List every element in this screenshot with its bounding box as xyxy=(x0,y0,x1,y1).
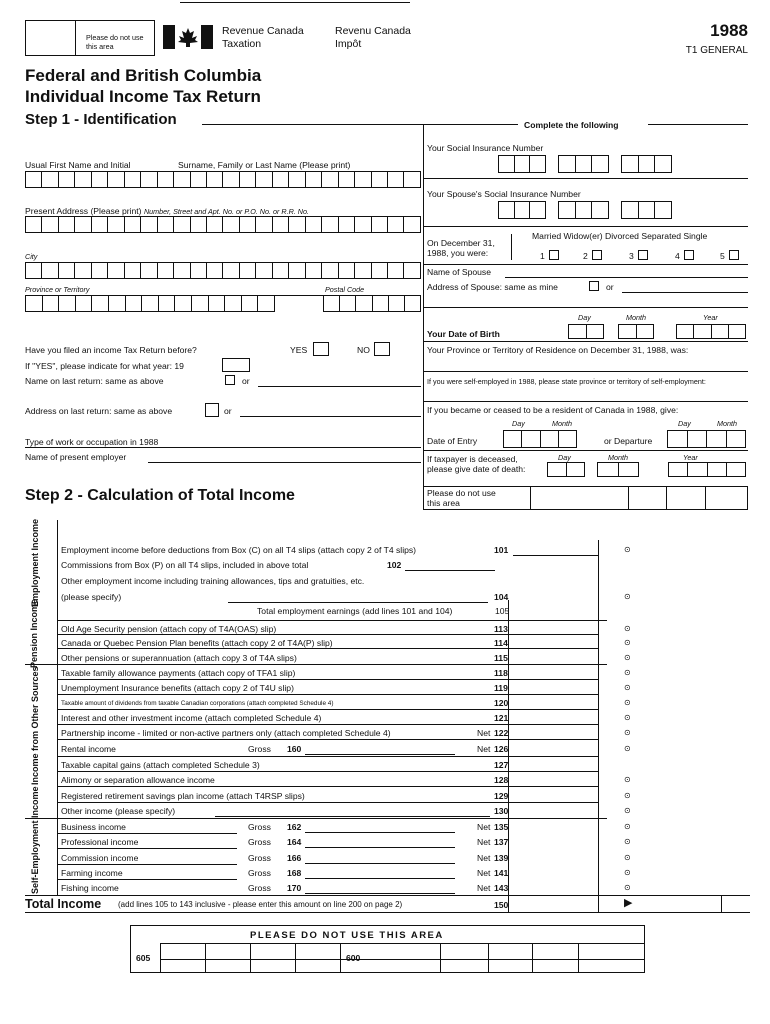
line-119-marker-icon: ⊙ xyxy=(624,683,631,692)
line-126-net: Net xyxy=(477,744,491,754)
employer-label: Name of present employer xyxy=(25,452,127,462)
office-use-div-1 xyxy=(530,486,531,510)
line-119-label: Unemployment Insurance benefits (attach copy 2 of T4U slip) xyxy=(61,683,294,693)
line-139-rule xyxy=(57,864,237,865)
line-101-code: 101 xyxy=(494,545,509,555)
line-135-marker-icon: ⊙ xyxy=(624,822,631,831)
death-month-label: Month xyxy=(608,453,628,462)
name-or: or xyxy=(242,376,250,386)
line-137-gross-code: 164 xyxy=(287,837,302,847)
pension-section-label: Pension Income xyxy=(29,598,39,668)
entry-month-label: Month xyxy=(552,419,572,428)
line-141-gross-code: 168 xyxy=(287,868,302,878)
footer-col-4 xyxy=(295,943,296,973)
marital-num-2: 2 xyxy=(583,251,588,261)
death-year-input[interactable] xyxy=(668,462,746,477)
province-input[interactable] xyxy=(25,295,275,312)
pension-bottom-rule xyxy=(25,664,607,665)
line-120-code: 120 xyxy=(494,698,509,708)
line-143-net: Net xyxy=(477,883,491,893)
employer-input[interactable] xyxy=(148,462,421,463)
line-126-rule xyxy=(57,756,598,757)
dec31-label-2: 1988, you were: xyxy=(427,248,489,258)
line-121-label: Interest and other investment income (attach completed Schedule 4) xyxy=(61,713,322,723)
line-128-label: Alimony or separation allowance income xyxy=(61,775,215,785)
marital-divider xyxy=(511,234,512,260)
line-121-marker-icon: ⊙ xyxy=(624,713,631,722)
dob-day-label: Day xyxy=(578,313,591,322)
filed-no-checkbox[interactable] xyxy=(374,342,390,356)
amount-column-rule xyxy=(598,540,599,912)
residence-label: Your Province or Territory of Residence on December 31, 1988, was: xyxy=(427,345,689,355)
single-checkbox[interactable] xyxy=(729,250,739,260)
spouse-name-input[interactable] xyxy=(505,277,748,278)
label-column-rule xyxy=(57,520,58,895)
resident-change-label: If you became or ceased to be a resident of Canada in 1988, give: xyxy=(427,405,679,415)
footer-col-2 xyxy=(205,943,206,973)
agency-en-1: Revenue Canada xyxy=(222,25,304,37)
total-arrow-icon: ▶ xyxy=(624,897,633,909)
marital-num-4: 4 xyxy=(675,251,680,261)
address-last-return-label: Address on last return: same as above xyxy=(25,406,173,416)
filed-yes-checkbox[interactable] xyxy=(313,342,329,356)
line-114-rule xyxy=(57,648,598,649)
line-102-input[interactable] xyxy=(405,570,495,571)
self-employed-label: If you were self-employed in 1988, please state province or territory of self-employment: xyxy=(427,377,706,386)
line-143-code: 143 xyxy=(494,883,509,893)
line-127-rule xyxy=(57,771,598,772)
or-departure-label: or Departure xyxy=(604,436,653,446)
step1-rule-left xyxy=(202,124,518,125)
complete-following: Complete the following xyxy=(524,120,619,130)
line-141-net: Net xyxy=(477,868,491,878)
line-119-rule xyxy=(57,694,598,695)
postal-code-label: Postal Code xyxy=(325,285,365,294)
first-name-label: Usual First Name and Initial xyxy=(25,160,131,170)
line-135-gross: Gross xyxy=(248,822,271,832)
sin-input-1[interactable] xyxy=(498,155,546,173)
yes-label: YES xyxy=(290,345,308,355)
footer-col-7 xyxy=(488,943,489,973)
line-139-gross-input[interactable] xyxy=(305,863,455,864)
line-139-net: Net xyxy=(477,853,491,863)
footer-col-6 xyxy=(440,943,441,973)
address-or: or xyxy=(224,406,232,416)
residence-input[interactable] xyxy=(423,371,748,372)
total-bottom-rule xyxy=(25,912,750,913)
line-135-code: 135 xyxy=(494,822,509,832)
line-114-marker-icon: ⊙ xyxy=(624,638,631,647)
form-year: 1988 xyxy=(710,21,748,40)
line-139-gross: Gross xyxy=(248,853,271,863)
line-143-label: Fishing income xyxy=(61,883,119,893)
line-120-marker-icon: ⊙ xyxy=(624,698,631,707)
marital-header: Married Widow(er) Divorced Separated Single xyxy=(532,231,708,241)
entry-day-label: Day xyxy=(512,419,525,428)
line-126-code: 126 xyxy=(494,744,509,754)
sin-label: Your Social Insurance Number xyxy=(427,143,544,153)
footer-office-use-label: PLEASE DO NOT USE THIS AREA xyxy=(250,930,444,941)
present-address-input[interactable] xyxy=(25,216,421,233)
footer-col-3 xyxy=(250,943,251,973)
agency-en-2: Taxation xyxy=(222,38,262,50)
footer-col-8 xyxy=(532,943,533,973)
line-129-label: Registered retirement savings plan income (attach T4RSP slips) xyxy=(61,791,305,801)
line-102-label: Commissions from Box (P) on all T4 slips, included in above total xyxy=(61,560,309,570)
self-employment-section-label: Self-Employment Income xyxy=(30,786,40,894)
agency-fr-1: Revenu Canada xyxy=(335,25,411,37)
footer-code-605: 605 xyxy=(136,953,151,963)
line-137-marker-icon: ⊙ xyxy=(624,837,631,846)
footer-col-9 xyxy=(578,943,579,973)
line-122-net: Net xyxy=(477,728,491,738)
total-income-note: (add lines 105 to 143 inclusive - please enter this amount on line 200 on page 2) xyxy=(118,900,403,909)
dob-year-input[interactable] xyxy=(676,324,746,339)
spouse-sin-label: Your Spouse's Social Insurance Number xyxy=(427,189,581,199)
footer-grid-top xyxy=(160,943,645,944)
line-130-specify-input[interactable] xyxy=(215,816,490,817)
name-last-return-input[interactable] xyxy=(258,386,421,387)
line-139-label: Commission income xyxy=(61,853,139,863)
line-104-label-b: (please specify) xyxy=(61,592,122,602)
office-use-divider xyxy=(75,20,76,56)
line-137-code: 137 xyxy=(494,837,509,847)
dob-label: Your Date of Birth xyxy=(427,329,500,339)
death-day-input[interactable] xyxy=(547,462,585,477)
line-113-rule xyxy=(57,634,598,635)
line-118-rule xyxy=(57,679,598,680)
departure-month-label: Month xyxy=(717,419,737,428)
footer-code-600: 600 xyxy=(346,953,361,963)
line-121-rule xyxy=(57,724,598,725)
office-use-div-3 xyxy=(666,486,667,510)
present-address-label: Present Address (Please print) Number, Street and Apt. No. or P.O. No. or R.R. No. xyxy=(25,206,309,216)
line-130-code: 130 xyxy=(494,806,509,816)
name-last-return-label: Name on last return: same as above xyxy=(25,376,164,386)
line-127-code: 127 xyxy=(494,760,509,770)
filed-before-label: Have you filed an income Tax Return before? xyxy=(25,345,197,355)
line-122-marker-icon: ⊙ xyxy=(624,728,631,737)
marital-num-5: 5 xyxy=(720,251,725,261)
total-income-label: Total Income xyxy=(25,897,102,911)
line-141-label: Farming income xyxy=(61,868,123,878)
married-checkbox[interactable] xyxy=(549,250,559,260)
line-104-label-a: Other employment income including training allowances, tips and gratuities, etc. xyxy=(61,576,365,586)
sin-input-2[interactable] xyxy=(558,155,609,173)
line-135-net: Net xyxy=(477,822,491,832)
line-126-label: Rental income xyxy=(61,744,116,754)
line-129-code: 129 xyxy=(494,791,509,801)
office-use-label: Please do not use this area xyxy=(86,33,144,51)
total-income-code: 150 xyxy=(494,900,509,910)
dob-rule xyxy=(423,341,748,342)
line-141-gross: Gross xyxy=(248,868,271,878)
line-121-code: 121 xyxy=(494,713,509,723)
line-130-marker-icon: ⊙ xyxy=(624,806,631,815)
line-135-gross-code: 162 xyxy=(287,822,302,832)
line-113-code: 113 xyxy=(494,624,508,634)
marital-rule xyxy=(423,264,748,265)
dob-day-input[interactable] xyxy=(568,324,604,339)
date-entry-label: Date of Entry xyxy=(427,436,478,446)
line-119-code: 119 xyxy=(494,683,508,693)
entry-date-input[interactable] xyxy=(503,430,577,448)
total-end-rule xyxy=(721,895,722,912)
line-143-gross-input[interactable] xyxy=(305,893,455,894)
line-137-rule xyxy=(57,848,237,849)
line-118-marker-icon: ⊙ xyxy=(624,668,631,677)
step2-office-use-label: Please do not use this area xyxy=(427,488,496,508)
line-122-rule xyxy=(57,739,598,740)
form-code: T1 GENERAL xyxy=(685,45,748,56)
address-last-return-input[interactable] xyxy=(240,416,421,417)
line-122-label: Partnership income - limited or non-active partners only (attach completed Schedule 4) xyxy=(61,728,391,738)
employment-bottom-rule xyxy=(57,620,607,621)
line-126-gross-code: 160 xyxy=(287,744,302,754)
sin-rule xyxy=(423,178,748,179)
dob-month-label: Month xyxy=(626,313,646,322)
footer-col-5 xyxy=(340,943,341,973)
spouse-address-same-checkbox[interactable] xyxy=(589,281,599,291)
office-use-div-4 xyxy=(705,486,706,510)
dob-month-input[interactable] xyxy=(618,324,654,339)
line-139-code: 139 xyxy=(494,853,509,863)
line-104-specify-input[interactable] xyxy=(228,602,488,603)
line-101-marker-icon: ⊙ xyxy=(624,545,631,554)
line-143-gross: Gross xyxy=(248,883,271,893)
line-128-marker-icon: ⊙ xyxy=(624,775,631,784)
marital-num-1: 1 xyxy=(540,251,545,261)
dob-year-label: Year xyxy=(703,313,718,322)
prior-year-input[interactable] xyxy=(222,358,250,372)
city-label: City xyxy=(25,252,38,261)
line-104-code: 104 xyxy=(494,592,509,602)
line-126-gross-input[interactable] xyxy=(305,754,455,755)
line-137-gross-input[interactable] xyxy=(305,847,455,848)
line-135-label: Business income xyxy=(61,822,126,832)
agency-fr-2: Impôt xyxy=(335,38,362,50)
spouse-sin-input-1[interactable] xyxy=(498,201,546,219)
line-139-gross-code: 166 xyxy=(287,853,302,863)
form-title-line2: Individual Income Tax Return xyxy=(25,87,261,106)
spouse-name-label: Name of Spouse xyxy=(427,267,492,277)
office-use-div-2 xyxy=(628,486,629,510)
self-employed-rule xyxy=(423,401,748,402)
if-yes-label: If "YES", please indicate for what year: 19 xyxy=(25,361,184,371)
line-104-marker-icon: ⊙ xyxy=(624,592,631,601)
line-118-label: Taxable family allowance payments (attach copy of TFA1 slip) xyxy=(61,668,296,678)
line-113-label: Old Age Security pension (attach copy of T4A(OAS) slip) xyxy=(61,624,277,634)
spouse-address-rule xyxy=(423,307,748,308)
line-115-label: Other pensions or superannuation (attach copy 3 of T4A slips) xyxy=(61,653,297,663)
no-label: NO xyxy=(357,345,370,355)
departure-date-input[interactable] xyxy=(667,430,746,448)
line-137-gross: Gross xyxy=(248,837,271,847)
line-105-code: 105 xyxy=(495,606,510,616)
step2-heading: Step 2 - Calculation of Total Income xyxy=(25,487,295,504)
step1-heading: Step 1 - Identification xyxy=(25,111,177,128)
death-year-label: Year xyxy=(683,453,698,462)
line-115-code: 115 xyxy=(494,653,508,663)
line-137-label: Professional income xyxy=(61,837,139,847)
departure-day-label: Day xyxy=(678,419,691,428)
other-sources-section-label: Income from Other Sources xyxy=(30,666,40,785)
dec31-label-1: On December 31, xyxy=(427,238,495,248)
canada-flag-icon xyxy=(163,25,213,49)
line-101-label: Employment income before deductions from Box (C) on all T4 slips (attach copy 2 of T4 slips) xyxy=(61,545,417,555)
footer-grid-mid xyxy=(160,959,645,960)
spouse-sin-input-3[interactable] xyxy=(621,201,672,219)
line-141-gross-input[interactable] xyxy=(305,878,455,879)
line-105-label: Total employment earnings (add lines 101 and 104) xyxy=(257,606,453,616)
line-120-label: Taxable amount of dividends from taxable Canadian corporations (attach completed Schedule 4) xyxy=(61,700,334,707)
province-label: Province or Territory xyxy=(25,285,90,294)
step1-column-divider xyxy=(423,124,424,510)
total-top-rule xyxy=(25,895,750,896)
separated-checkbox[interactable] xyxy=(684,250,694,260)
death-month-input[interactable] xyxy=(597,462,639,477)
line-126-gross: Gross xyxy=(248,744,271,754)
form-title-line1: Federal and British Columbia xyxy=(25,66,262,85)
line-129-marker-icon: ⊙ xyxy=(624,791,631,800)
occupation-label: Type of work or occupation in 1988 xyxy=(25,437,159,447)
deceased-label-2: please give date of death: xyxy=(427,464,526,474)
divorced-checkbox[interactable] xyxy=(638,250,648,260)
line-128-rule xyxy=(57,786,598,787)
line-135-gross-input[interactable] xyxy=(305,832,455,833)
line-141-code: 141 xyxy=(494,868,509,878)
death-day-label: Day xyxy=(558,453,571,462)
step1-rule-right xyxy=(648,124,748,125)
employment-section-label: Employment Income xyxy=(30,518,40,607)
name-same-checkbox[interactable] xyxy=(225,375,235,385)
name-input[interactable] xyxy=(25,171,421,188)
spouse-sin-input-2[interactable] xyxy=(558,201,609,219)
line-128-code: 128 xyxy=(494,775,509,785)
deceased-label-1: If taxpayer is deceased, xyxy=(427,454,518,464)
line-130-label: Other income (please specify) xyxy=(61,806,176,816)
line-143-gross-code: 170 xyxy=(287,883,302,893)
city-input[interactable] xyxy=(25,262,421,279)
address-same-checkbox[interactable] xyxy=(205,403,219,417)
spouse-address-input[interactable] xyxy=(622,292,748,293)
line-114-code: 114 xyxy=(494,638,508,648)
line-115-marker-icon: ⊙ xyxy=(624,653,631,662)
line-113-marker-icon: ⊙ xyxy=(624,624,631,633)
line-135-rule xyxy=(57,833,237,834)
line-141-rule xyxy=(57,879,237,880)
line-102-code: 102 xyxy=(387,560,402,570)
sin-input-3[interactable] xyxy=(621,155,672,173)
line-126-marker-icon: ⊙ xyxy=(624,744,631,753)
line-118-code: 118 xyxy=(494,668,508,678)
line-129-rule xyxy=(57,802,598,803)
line-127-label: Taxable capital gains (attach completed Schedule 3) xyxy=(61,760,260,770)
other-bottom-rule xyxy=(25,818,607,819)
line-120-rule xyxy=(57,709,598,710)
marital-num-3: 3 xyxy=(629,251,634,261)
widowed-checkbox[interactable] xyxy=(592,250,602,260)
spouse-address-label: Address of Spouse: same as mine xyxy=(427,282,558,292)
line-137-net: Net xyxy=(477,837,491,847)
footer-col-1 xyxy=(160,943,161,973)
line-141-marker-icon: ⊙ xyxy=(624,868,631,877)
top-rule xyxy=(180,2,410,3)
line-143-marker-icon: ⊙ xyxy=(624,883,631,892)
line-114-label: Canada or Quebec Pension Plan benefits (attach copy 2 of T4A(P) slip) xyxy=(61,638,333,648)
occupation-input[interactable] xyxy=(25,447,421,448)
spouse-sin-rule xyxy=(423,226,748,227)
line-101-input[interactable] xyxy=(513,555,598,556)
line-139-marker-icon: ⊙ xyxy=(624,853,631,862)
line-122-code: 122 xyxy=(494,728,509,738)
postal-code-input[interactable] xyxy=(323,295,421,312)
spouse-address-or: or xyxy=(606,282,614,292)
surname-label: Surname, Family or Last Name (Please print) xyxy=(178,160,351,170)
resident-rule xyxy=(423,450,748,451)
